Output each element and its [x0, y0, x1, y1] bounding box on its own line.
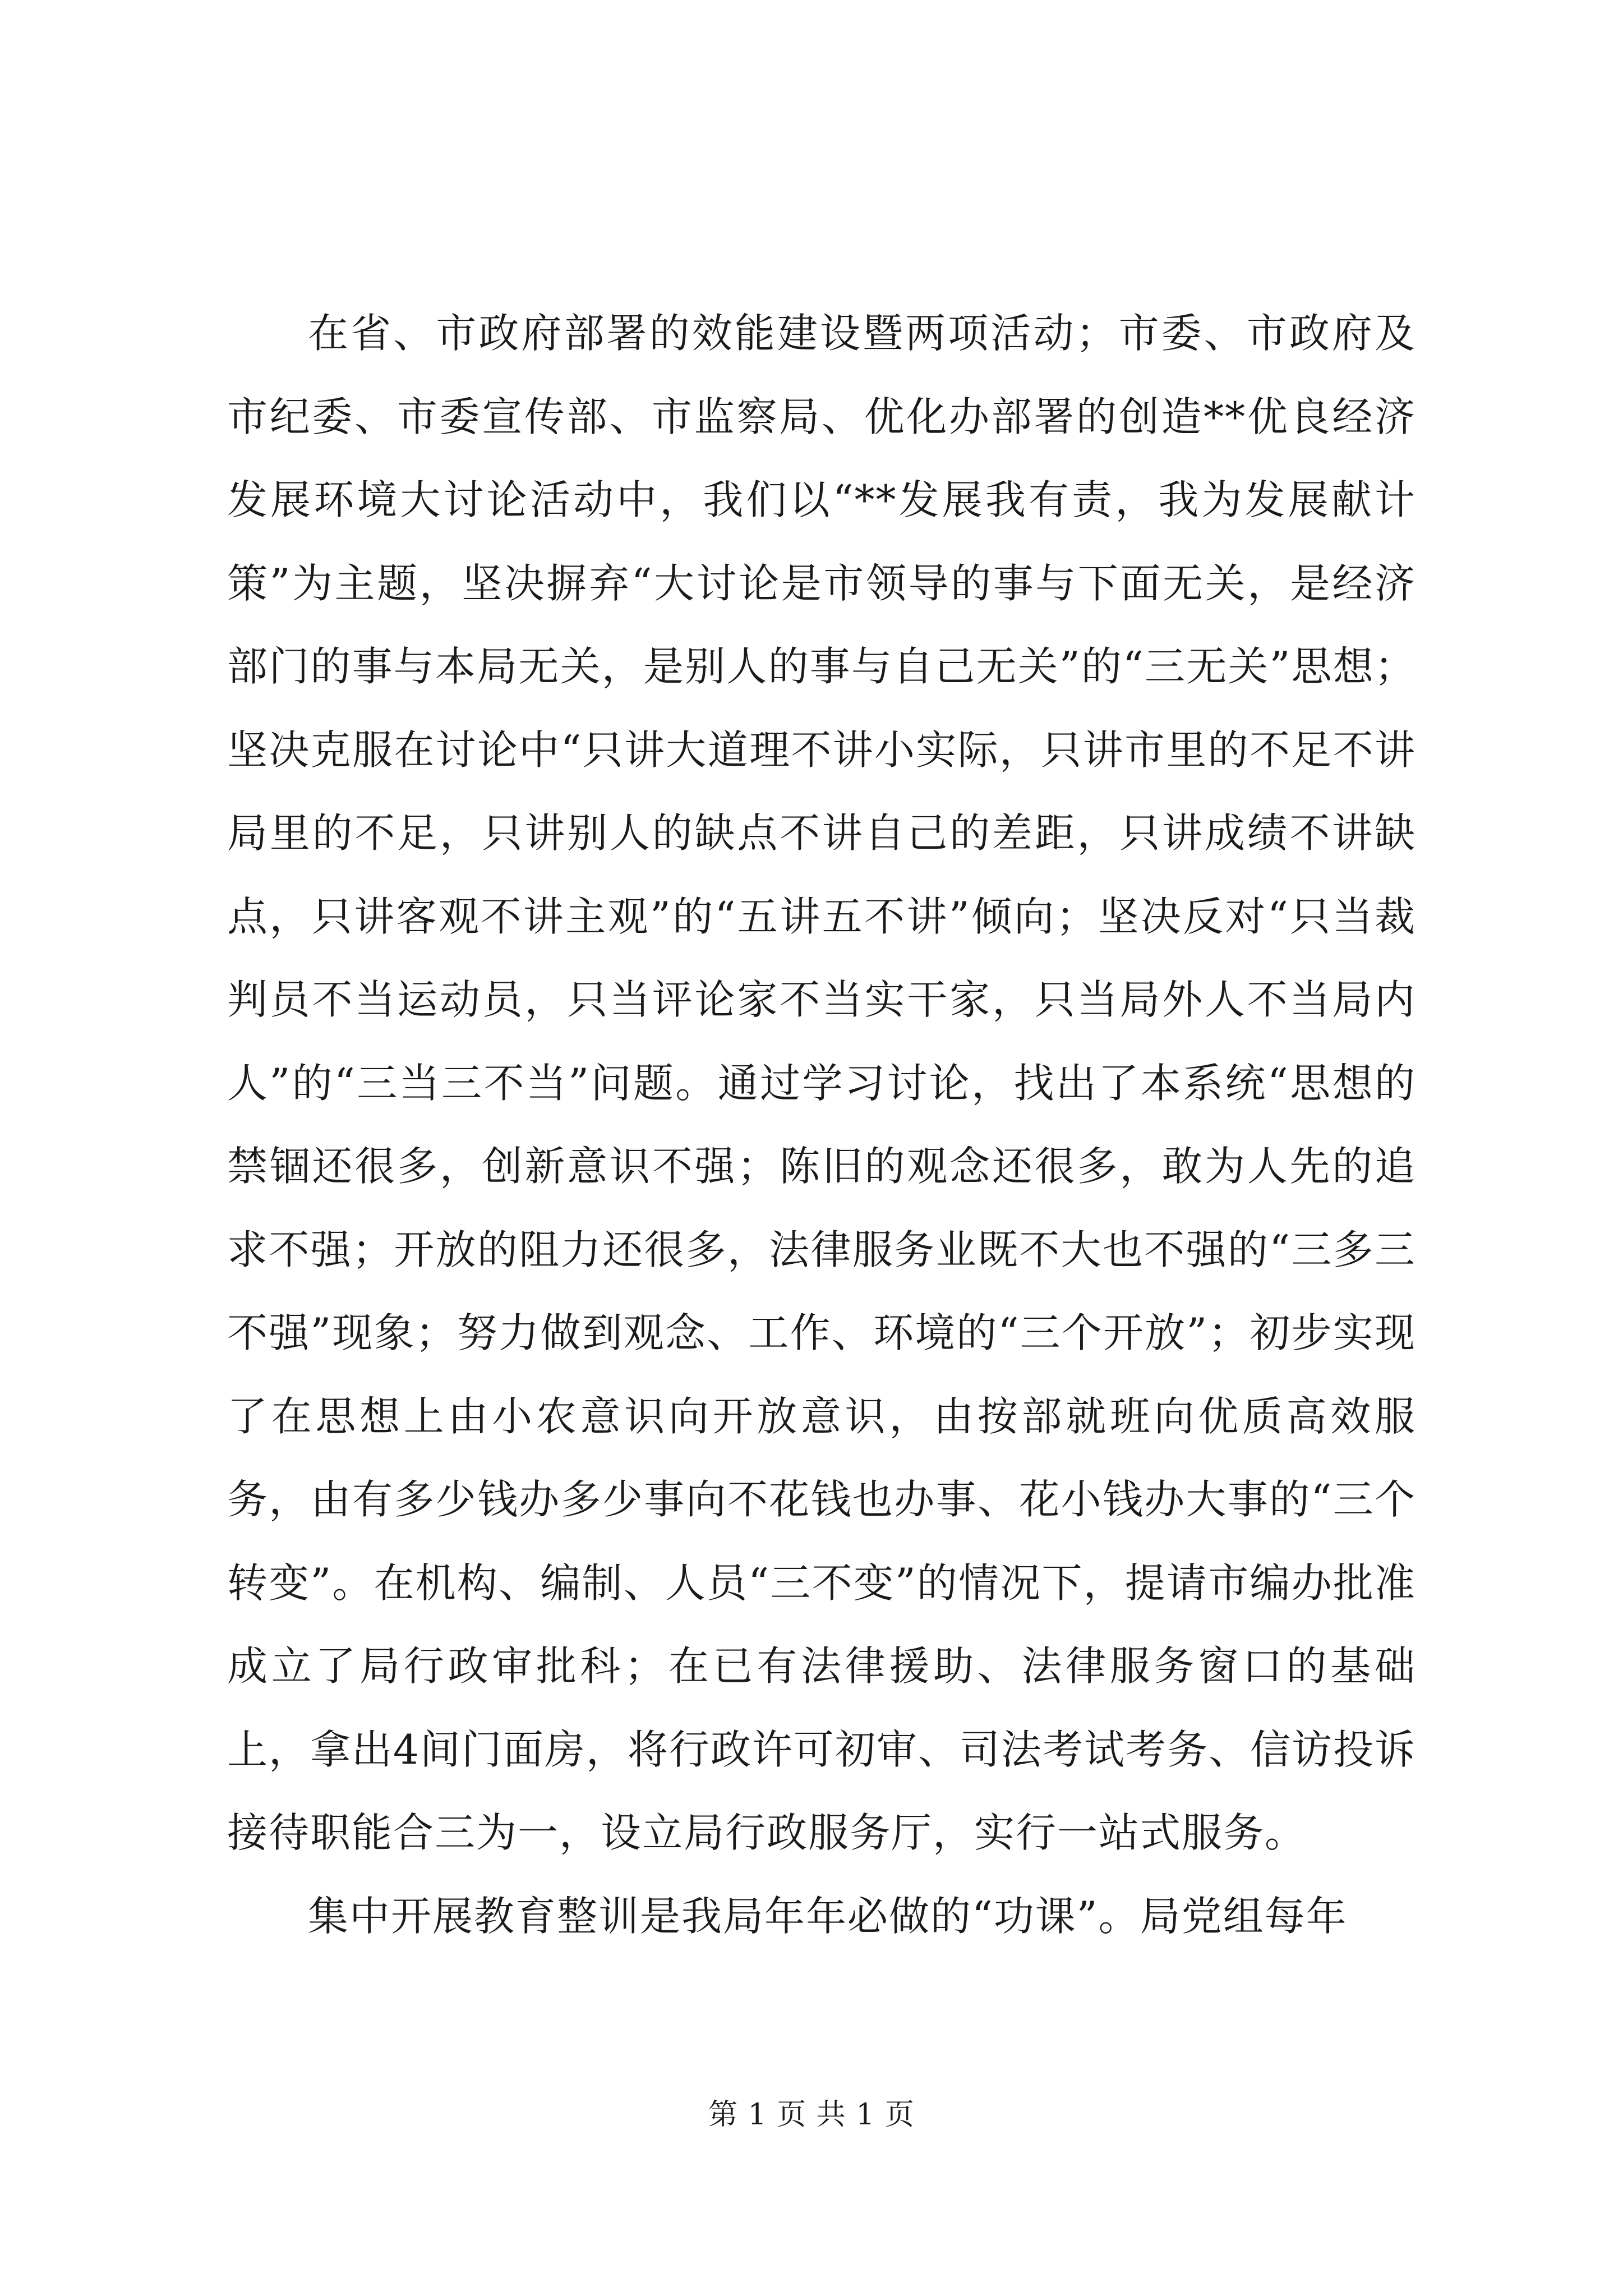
body-paragraph-1: 在省、市政府部署的效能建设暨两项活动；市委、市政府及市纪委、市委宣传部、市监察局、优化办部署的创造**优良经济发展环境大讨论活动中，我们以“**发展我有责，我为发展献计策”为主题，坚决摒弃“大讨论是市领导的事与下面无关，是经济部门的事与本局无关，是别人的事与自己无关”的“三无关”思想；坚决克服在讨论中“只讲大道理不讲小实际，只讲市里的不足不讲局里的不足，只讲别人的缺点不讲自己的差距，只讲成绩不讲缺点，只讲客观不讲主观”的“五讲五不讲”倾向；坚决反对“只当裁判员不当运动员，只当评论家不当实干家，只当局外人不当局内人”的“三当三不当”问题。通过学习讨论，找出了本系统“思想的禁锢还很多，创新意识不强；陈旧的观念还很多，敢为人先的追求不强；开放的阻力还很多，法律服务业既不大也不强的“三多三不强”现象；努力做到观念、工作、环境的“三个开放”；初步实现了在思想上由小农意识向开放意识，由按部就班向优质高效服务，由有多少钱办多少事向不花钱也办事、花小钱办大事的“三个转变”。在机构、编制、人员“三不变”的情况下，提请市编办批准成立了局行政审批科；在已有法律援助、法律服务窗口的基础上，拿出4间门面房，将行政许可初审、司法考试考务、信访投诉接待职能合三为一，设立局行政服务厅，实行一站式服务。: [227, 310, 1416, 1856]
body-paragraph-2: 集中开展教育整训是我局年年必做的“功课”。局党组每年: [308, 1892, 1348, 1940]
document-body: [227, 292, 1416, 1958]
page-number-footer: 第 1 页 共 1 页: [708, 2098, 915, 2132]
